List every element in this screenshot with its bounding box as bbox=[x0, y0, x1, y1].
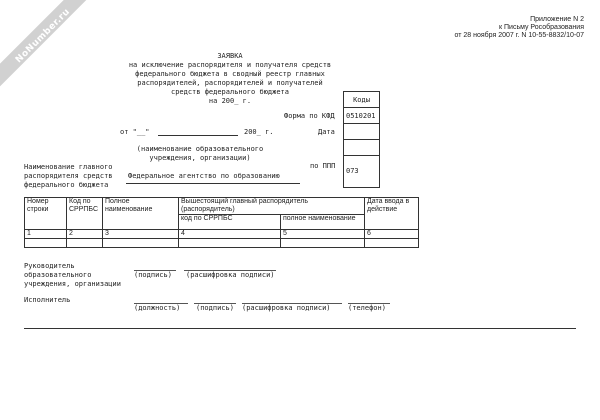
header-row-no bbox=[25, 198, 67, 230]
executor-signature-caption: (подпись) bbox=[196, 304, 234, 312]
head-decode-caption: (расшифровка подписи) bbox=[186, 271, 275, 279]
header-row-no-text: Номер строки bbox=[27, 198, 49, 213]
codes-box bbox=[343, 91, 380, 188]
date-year: 200_ г. bbox=[244, 128, 274, 136]
form-title-line-6: на 200_ г. bbox=[208, 97, 252, 105]
okud-label: Форма по КФД bbox=[284, 112, 335, 120]
col-number-6: 6 bbox=[365, 230, 419, 239]
form-title: ЗАЯВКА bbox=[217, 52, 243, 60]
table-cell bbox=[179, 239, 281, 248]
table-cell bbox=[25, 239, 67, 248]
date-code-value bbox=[344, 124, 379, 140]
table-row bbox=[25, 239, 419, 248]
header-superior bbox=[179, 198, 365, 215]
form-title-line-4: распорядителей, распорядителей и получателей bbox=[137, 79, 323, 87]
table-cell bbox=[67, 239, 103, 248]
head-signature-caption: (подпись) bbox=[134, 271, 172, 279]
form-title-line-5: средств федерального бюджета bbox=[170, 88, 289, 96]
executor-phone-caption: (телефон) bbox=[348, 304, 386, 312]
chief-manager-value: Федеральное агентство по образованию bbox=[128, 172, 280, 180]
header-superior-text: Вышестоящий главный распорядитель (распорядитель) bbox=[181, 198, 308, 213]
watermark-text: NoNumber.ru bbox=[13, 6, 73, 66]
chief-manager-label-1: Наименование главного bbox=[24, 163, 113, 171]
executor-position-caption: (должность) bbox=[134, 304, 181, 312]
table-cell bbox=[103, 239, 179, 248]
executor-decode-caption: (расшифровка подписи) bbox=[242, 304, 331, 312]
col-number-2: 2 bbox=[67, 230, 103, 239]
header-full-name bbox=[103, 198, 179, 230]
header-date-effective bbox=[365, 198, 419, 230]
appendix-line-3: от 28 ноября 2007 г. N 10-55-8832/10-07 bbox=[454, 32, 584, 39]
okud-value: 0510201 bbox=[344, 108, 379, 124]
institution-caption-2: учреждения, организации) bbox=[149, 154, 251, 162]
institution-caption-1: (наименование образовательного bbox=[136, 145, 264, 153]
date-code-label: Дата bbox=[318, 128, 335, 136]
header-full-name-text: Полное наименование bbox=[105, 198, 153, 213]
ppp-label: по ППП bbox=[310, 162, 336, 170]
head-label-1: Руководитель bbox=[24, 262, 75, 270]
chief-manager-label-2: распорядителя средств bbox=[24, 172, 113, 180]
date-prefix: от "__" bbox=[120, 128, 150, 136]
header-code-text: Код по СРРПБС bbox=[69, 198, 98, 213]
appendix-line-1: Приложение N 2 bbox=[530, 16, 584, 23]
col-number-4: 4 bbox=[179, 230, 281, 239]
table-cell bbox=[281, 239, 365, 248]
date-month-line bbox=[158, 135, 238, 136]
executor-label: Исполнитель bbox=[24, 296, 71, 304]
header-code bbox=[67, 198, 103, 230]
header-superior-code bbox=[179, 215, 281, 230]
col-number-1: 1 bbox=[25, 230, 67, 239]
form-title-line-2: на исключение распорядителя и получателя средств bbox=[128, 61, 332, 69]
col-number-5: 5 bbox=[281, 230, 365, 239]
ppp-value: 073 bbox=[346, 167, 359, 175]
header-superior-code-text: код по СРРПБС bbox=[181, 215, 233, 222]
table-row-numbers bbox=[25, 230, 419, 239]
bottom-divider bbox=[24, 328, 576, 329]
appendix-line-2: к Письму Рособразования bbox=[499, 24, 584, 31]
head-label-2: образовательного bbox=[24, 271, 92, 279]
data-table bbox=[24, 197, 419, 248]
codes-header: Коды bbox=[344, 92, 379, 108]
table-cell bbox=[365, 239, 419, 248]
form-title-line-3: федерального бюджета в сводный реестр главных bbox=[135, 70, 325, 78]
header-superior-name bbox=[281, 215, 365, 230]
head-label-3: учреждения, организации bbox=[24, 280, 121, 288]
header-superior-name-text: полное наименование bbox=[283, 215, 356, 222]
col-number-3: 3 bbox=[103, 230, 179, 239]
chief-manager-underline bbox=[126, 183, 300, 184]
chief-manager-label-3: федерального бюджета bbox=[24, 181, 109, 189]
codes-empty-cell bbox=[344, 140, 379, 156]
header-date-effective-text: Дата ввода в действие bbox=[367, 198, 410, 213]
